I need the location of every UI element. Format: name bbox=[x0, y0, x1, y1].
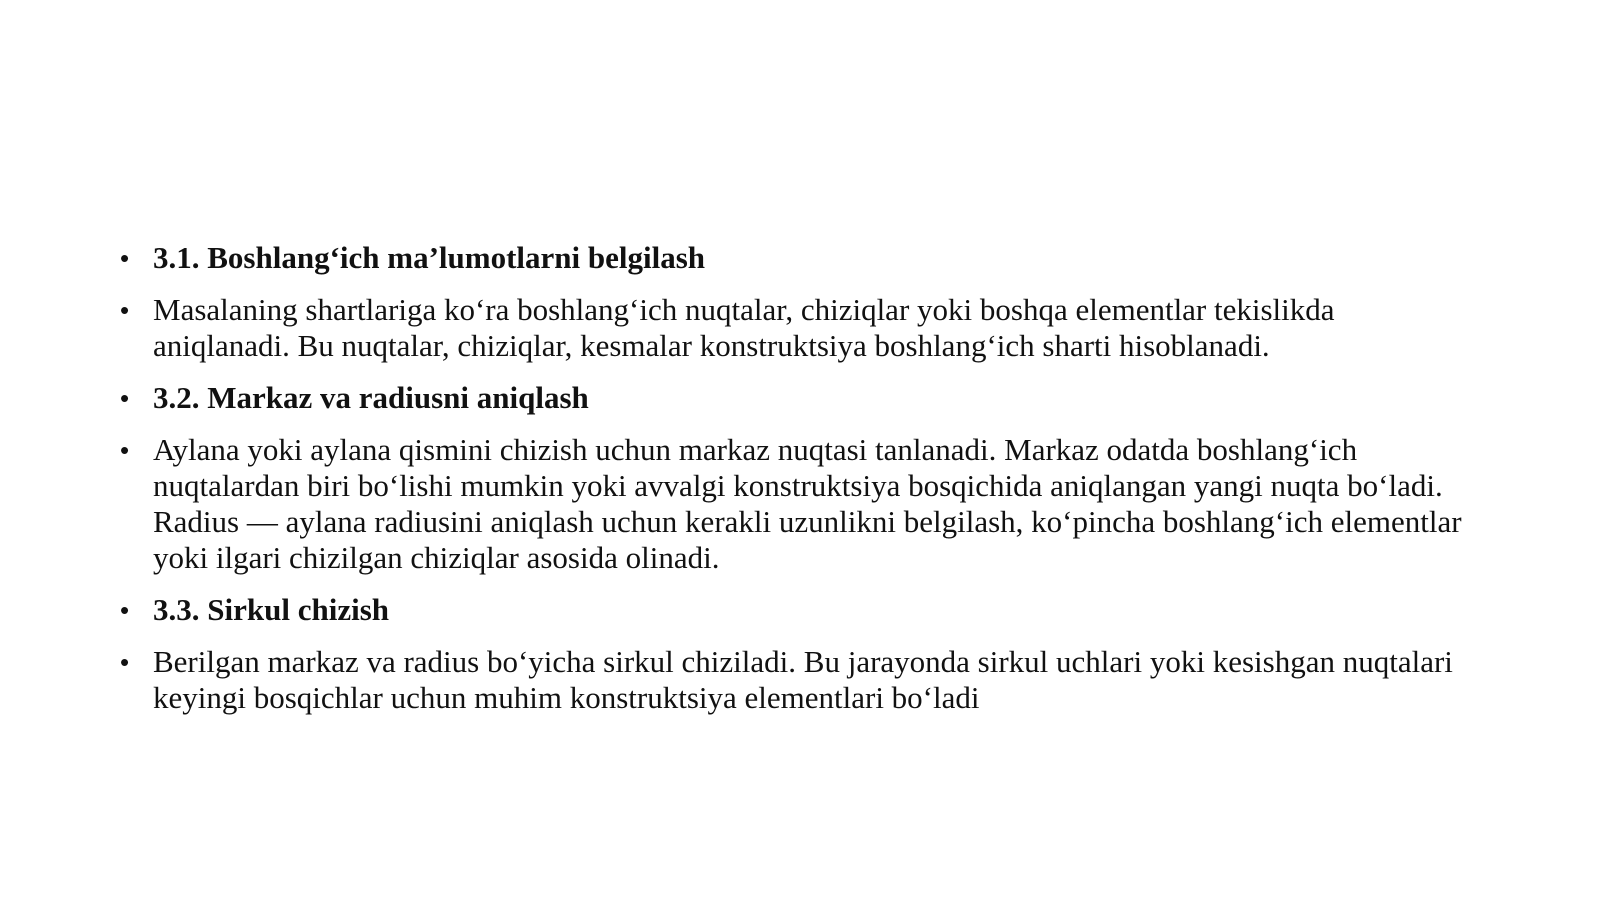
bullet-icon: • bbox=[120, 383, 130, 413]
bullet-item-heading-3-1 bbox=[116, 240, 1476, 276]
slide-content bbox=[116, 240, 1476, 732]
section-body-text: Aylana yoki aylana qismini chizish uchun markaz nuqtasi tanlanadi. Markaz odatda boshlang‘ich nuqtalardan biri bo‘lishi mumkin yoki avvalgi konstruktsiya bosqichida aniqlangan yangi nuqta bo‘ladi. Radius — aylana radiusini aniqlash uchun kerakli uzunlikni belgilash, ko‘pincha boshlang‘ich elementlar yoki ilgari chizilgan chiziqlar asosida olinadi. bbox=[153, 432, 1462, 575]
section-heading: 3.1. Boshlang‘ich ma’lumotlarni belgilash bbox=[153, 240, 706, 275]
bullet-icon: • bbox=[120, 435, 130, 465]
bullet-icon: • bbox=[120, 295, 130, 325]
section-heading: 3.3. Sirkul chizish bbox=[153, 592, 389, 627]
bullet-icon: • bbox=[120, 595, 130, 625]
section-body-text: Berilgan markaz va radius bo‘yicha sirkul chiziladi. Bu jarayonda sirkul uchlari yoki kesishgan nuqtalari keyingi bosqichlar uchun muhim konstruktsiya elementlari bo‘ladi bbox=[153, 644, 1453, 715]
section-body-text: Masalaning shartlariga ko‘ra boshlang‘ich nuqtalar, chiziqlar yoki boshqa elementlar tekislikda aniqlanadi. Bu nuqtalar, chiziqlar, kesmalar konstruktsiya boshlang‘ich sharti hisoblanadi. bbox=[153, 292, 1335, 363]
bullet-icon: • bbox=[120, 647, 130, 677]
bullet-item-heading-3-2 bbox=[116, 380, 1476, 416]
bullet-item-body-3-2 bbox=[116, 432, 1476, 576]
bullet-icon: • bbox=[120, 243, 130, 273]
bullet-list bbox=[116, 240, 1476, 716]
section-heading: 3.2. Markaz va radiusni aniqlash bbox=[153, 380, 589, 415]
bullet-item-body-3-3 bbox=[116, 644, 1476, 716]
bullet-item-body-3-1 bbox=[116, 292, 1476, 364]
bullet-item-heading-3-3 bbox=[116, 592, 1476, 628]
